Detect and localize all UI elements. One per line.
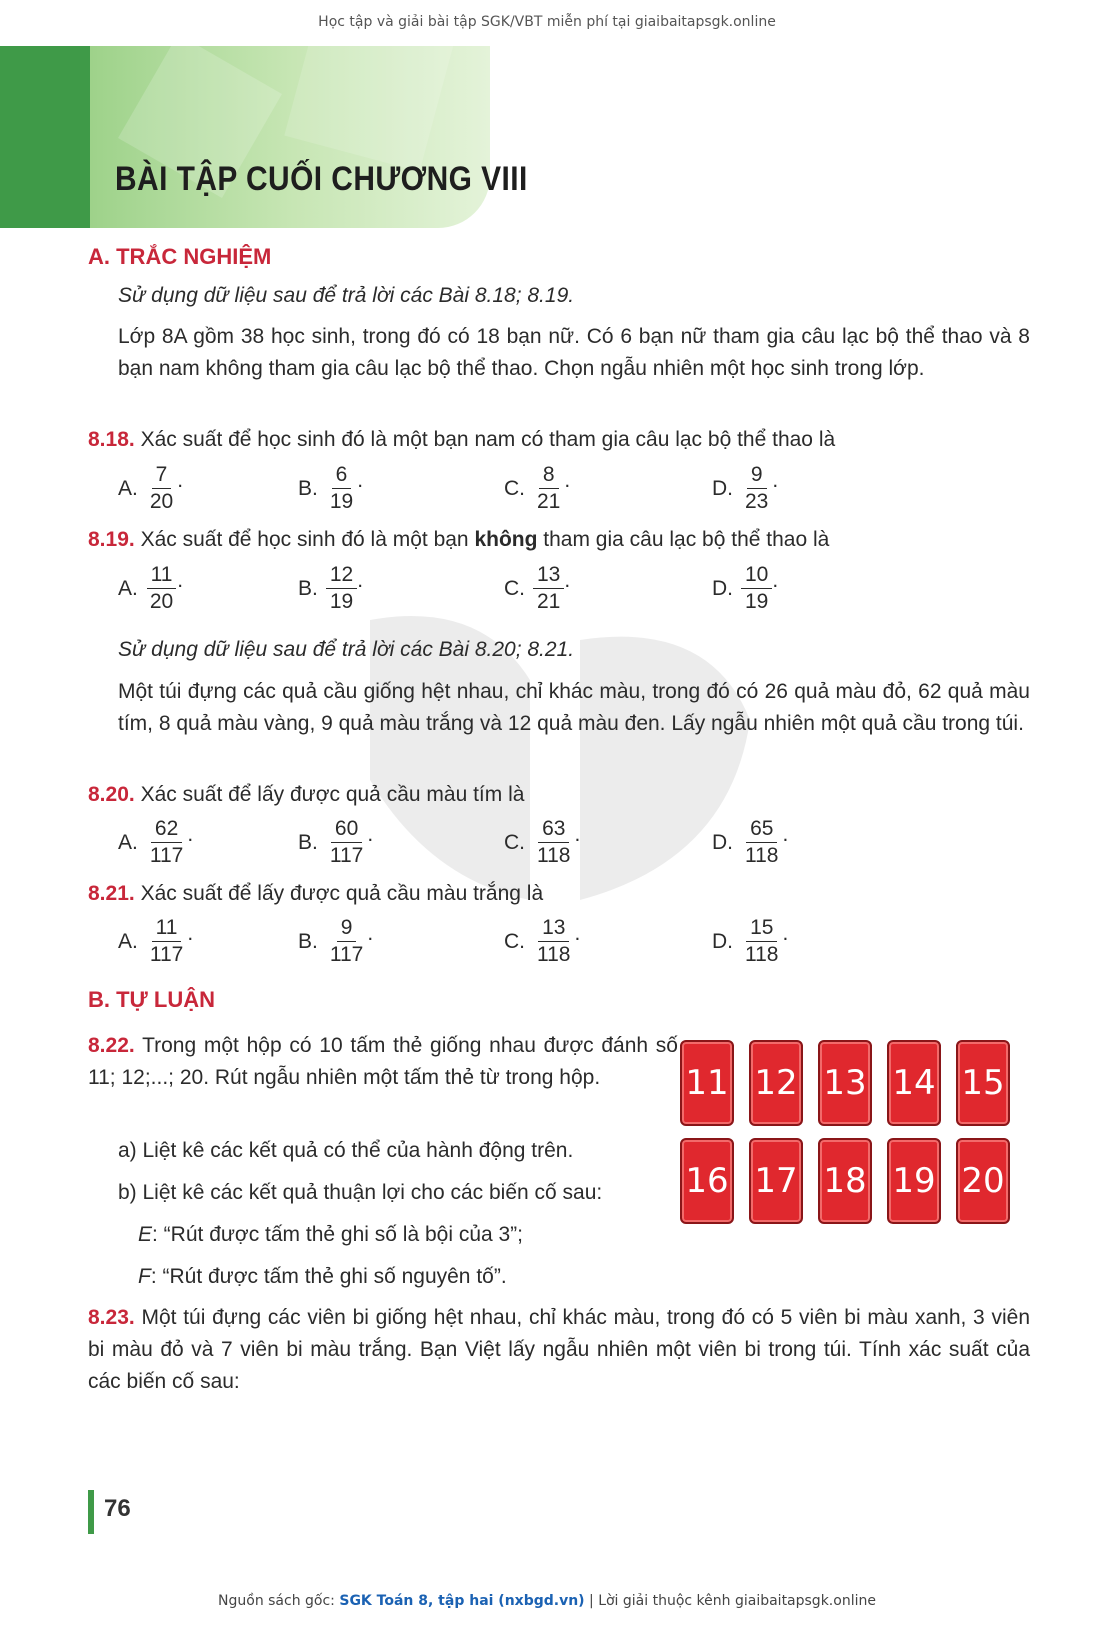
option-a: A. $\frac{11}{20}$ . [118,563,184,613]
option-c: C. $\frac{8}{21}$ . [504,463,571,513]
footer-source-link[interactable]: SGK Toán 8, tập hai (nxbgd.vn) [339,1593,585,1609]
option-b: B. $\frac{6}{19}$ . [298,463,364,513]
card: 16 [680,1138,734,1224]
card: 13 [818,1040,872,1126]
card: 15 [956,1040,1010,1126]
card: 12 [749,1040,803,1126]
option-a: A. $\frac{62}{117}$ . [118,817,194,867]
option-d: D. $\frac{15}{118}$ . [712,916,789,966]
option-b: B. $\frac{12}{19}$ . [298,563,364,613]
page-marker [88,1490,94,1534]
option-d: D. $\frac{10}{19}$ . [712,563,779,613]
intro-1: Sử dụng dữ liệu sau để trả lời các Bài 8.18; 8.19. [118,284,575,307]
footer: Nguồn sách gốc: SGK Toán 8, tập hai (nxbgd.vn) | Lời giải thuộc kênh giaibaitapsgk.online [218,1593,876,1609]
event-f: F: “Rút được tấm thẻ ghi số nguyên tố”. [138,1265,507,1288]
question-8-18 [88,424,835,456]
question-8-22-a: a) Liệt kê các kết quả có thể của hành động trên. [118,1139,574,1162]
option-c: C. $\frac{63}{118}$ . [504,817,581,867]
intro-2: Sử dụng dữ liệu sau để trả lời các Bài 8.20; 8.21. [118,638,575,661]
option-c: C. $\frac{13}{118}$ . [504,916,581,966]
chapter-banner [0,46,490,228]
section-a-heading: A. TRẮC NGHIỆM [88,244,272,269]
card: 18 [818,1138,872,1224]
card-grid [680,1040,1010,1224]
question-8-21: 8.21. Xác suất để lấy được quả cầu màu trắng là [88,882,544,905]
section-b-heading: B. TỰ LUẬN [88,987,216,1012]
question-8-22-b: b) Liệt kê các kết quả thuận lợi cho các biến cố sau: [118,1181,603,1204]
banner-title: BÀI TẬP CUỐI CHƯƠNG VIII [115,160,528,198]
option-d: D. $\frac{65}{118}$ . [712,817,789,867]
question-number: 8.18. [88,428,135,451]
option-a: A. $\frac{11}{117}$ . [118,916,194,966]
question-8-19: 8.19. Xác suất để học sinh đó là một bạn không tham gia câu lạc bộ thể thao là [88,528,830,551]
page-number: 76 [104,1495,131,1522]
card: 17 [749,1138,803,1224]
question-8-23: 8.23. Một túi đựng các viên bi giống hệt nhau, chỉ khác màu, trong đó có 5 viên bi màu xanh, 3 viên bi màu đỏ và 7 viên bi màu trắng. Bạn Việt lấy ngẫu nhiên một viên bi trong túi. Tính xác suất của các biến cố sau: [88,1306,1030,1393]
option-c: C. $\frac{13}{21}$ . [504,563,571,613]
option-b: B. $\frac{60}{117}$ . [298,817,374,867]
header-note: Học tập và giải bài tập SGK/VBT miễn phí tại giaibaitapsgk.online [318,14,776,30]
option-d: D. $\frac{9}{23}$ . [712,463,779,513]
option-b: B. $\frac{9}{117}$ . [298,916,374,966]
card: 11 [680,1040,734,1126]
question-8-22: 8.22. Trong một hộp có 10 tấm thẻ giống nhau được đánh số 11; 12;...; 20. Rút ngẫu nhiên một tấm thẻ từ trong hộp. [88,1034,678,1089]
context-1: Lớp 8A gồm 38 học sinh, trong đó có 18 bạn nữ. Có 6 bạn nữ tham gia câu lạc bộ thể thao và 8 bạn nam không tham gia câu lạc bộ thể thao. Chọn ngẫu nhiên một học sinh trong lớp. [118,325,1030,380]
context-2: Một túi đựng các quả cầu giống hệt nhau, chỉ khác màu, trong đó có 26 quả màu đỏ, 62 quả màu tím, 8 quả màu vàng, 9 quả màu trắng và 12 quả màu đen. Lấy ngẫu nhiên một quả cầu trong túi. [118,680,1030,735]
card: 20 [956,1138,1010,1224]
card: 19 [887,1138,941,1224]
question-text: Xác suất để học sinh đó là một bạn nam có tham gia câu lạc bộ thể thao là [140,428,836,451]
card: 14 [887,1040,941,1126]
event-e: E: “Rút được tấm thẻ ghi số là bội của 3”; [138,1223,524,1246]
question-8-20: 8.20. Xác suất để lấy được quả cầu màu tím là [88,783,525,806]
option-a: A. $\frac{7}{20}$ . [118,463,184,513]
